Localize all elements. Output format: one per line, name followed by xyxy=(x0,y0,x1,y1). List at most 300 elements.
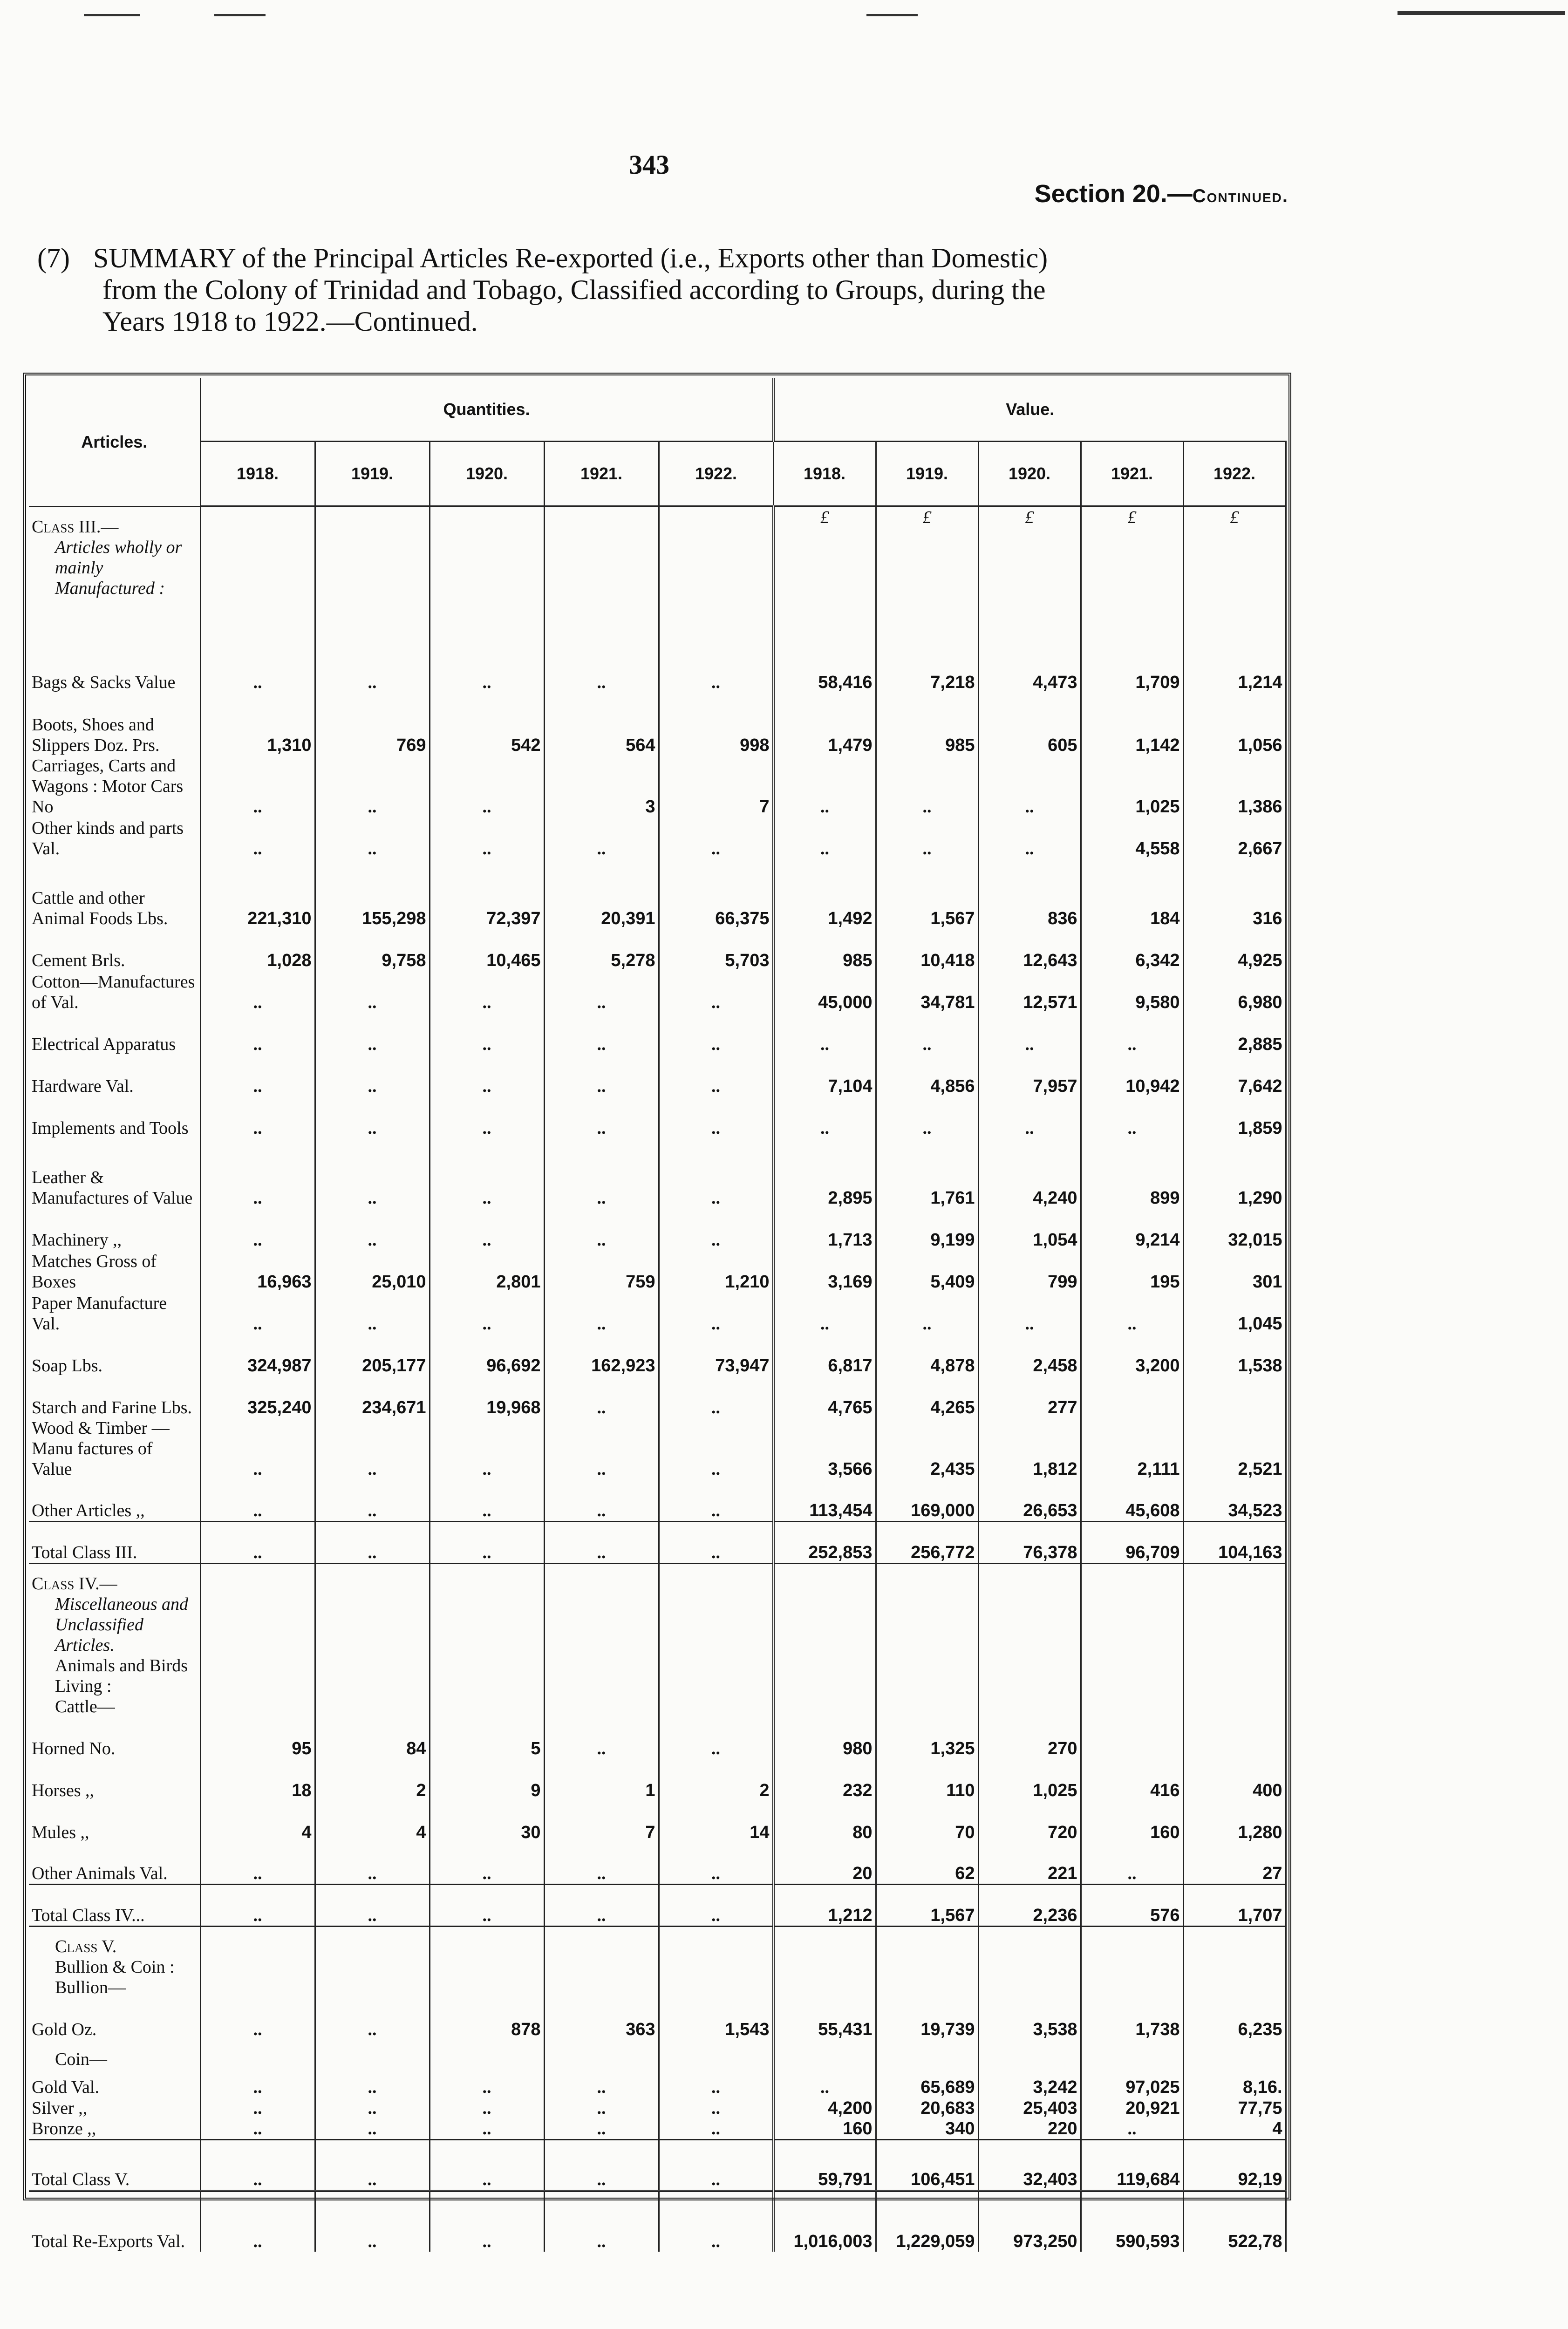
quantity-cell: .. xyxy=(200,632,315,693)
class-heading-cell xyxy=(29,1563,200,1717)
value-cell: 1,056 xyxy=(1183,693,1286,756)
table-row xyxy=(29,1096,1286,1138)
quantity-cell: .. xyxy=(200,1885,315,1927)
value-cell: 1,386 xyxy=(1183,756,1286,817)
value-cell: 106,451 xyxy=(876,2140,978,2191)
value-cell: .. xyxy=(978,817,1081,859)
value-cell: 160 xyxy=(773,2118,876,2140)
value-cell: 1,325 xyxy=(876,1717,978,1759)
quantity-cell: .. xyxy=(544,1208,659,1250)
quantity-cell: .. xyxy=(659,1376,773,1418)
quantity-cell: .. xyxy=(200,2140,315,2191)
quantity-cell: .. xyxy=(429,2070,544,2097)
quantity-cell: .. xyxy=(429,1843,544,1885)
quantity-cell: .. xyxy=(200,1208,315,1250)
row-label: Total Class III. xyxy=(29,1521,200,1563)
quantity-cell: .. xyxy=(200,1096,315,1138)
value-cell: 4,558 xyxy=(1081,817,1183,859)
quantity-cell: .. xyxy=(544,632,659,693)
quantity-cell: 363 xyxy=(544,1998,659,2040)
value-cell: 27 xyxy=(1183,1843,1286,1885)
value-cell: 3,242 xyxy=(978,2070,1081,2097)
value-cell: .. xyxy=(773,2070,876,2097)
quantity-cell: .. xyxy=(544,817,659,859)
value-cell: 1,479 xyxy=(773,693,876,756)
row-label: Total Class IV... xyxy=(29,1885,200,1927)
value-cell: 220 xyxy=(978,2118,1081,2140)
value-cell: 76,378 xyxy=(978,1521,1081,1563)
quantity-cell: .. xyxy=(200,2191,315,2252)
row-label: Carriages, Carts and Wagons : Motor Cars No xyxy=(29,756,200,817)
quantity-cell: .. xyxy=(429,2140,544,2191)
value-cell: 4,473 xyxy=(978,632,1081,693)
quantity-cell: .. xyxy=(544,1096,659,1138)
header-val-year: 1922. xyxy=(1183,441,1286,506)
blank-cell xyxy=(1081,2040,1183,2070)
header-years-row xyxy=(29,441,1286,506)
class-heading-row xyxy=(29,506,1286,632)
table-row xyxy=(29,1717,1286,1759)
value-cell: 3,200 xyxy=(1081,1334,1183,1376)
blank-cell xyxy=(876,2040,978,2070)
quantity-cell: .. xyxy=(659,1096,773,1138)
quantity-cell: .. xyxy=(544,1013,659,1055)
value-cell: .. xyxy=(773,1096,876,1138)
blank-cell xyxy=(429,2040,544,2070)
row-label: Implements and Tools xyxy=(29,1096,200,1138)
quantity-cell: .. xyxy=(200,2118,315,2140)
value-cell: 160 xyxy=(1081,1801,1183,1843)
blank-cell xyxy=(429,1563,544,1717)
quantity-cell: .. xyxy=(315,1418,429,1479)
quantity-cell: .. xyxy=(659,1292,773,1334)
blank-cell xyxy=(544,2040,659,2070)
table-row xyxy=(29,1376,1286,1418)
quantity-cell: 162,923 xyxy=(544,1334,659,1376)
table-row xyxy=(29,1843,1286,1885)
quantity-cell: .. xyxy=(544,1885,659,1927)
quantity-cell: .. xyxy=(544,1055,659,1096)
value-cell: 973,250 xyxy=(978,2191,1081,2252)
value-cell: 110 xyxy=(876,1759,978,1801)
blank-cell xyxy=(200,1563,315,1717)
quantity-cell: .. xyxy=(659,1479,773,1521)
value-cell: 1,492 xyxy=(773,859,876,929)
quantity-cell: 5,278 xyxy=(544,929,659,971)
quantity-cell: .. xyxy=(315,756,429,817)
quantity-cell: .. xyxy=(429,1292,544,1334)
quantity-cell: .. xyxy=(429,2191,544,2252)
value-cell: 1,290 xyxy=(1183,1138,1286,1208)
pound-sign: £ xyxy=(1183,506,1286,632)
value-cell: .. xyxy=(876,756,978,817)
header-val-year: 1920. xyxy=(978,441,1081,506)
quantity-cell: .. xyxy=(315,1521,429,1563)
value-cell: 4,765 xyxy=(773,1376,876,1418)
quantity-cell: .. xyxy=(315,1843,429,1885)
value-cell: 12,643 xyxy=(978,929,1081,971)
table-row xyxy=(29,2191,1286,2252)
value-cell: 119,684 xyxy=(1081,2140,1183,2191)
value-cell: 2,521 xyxy=(1183,1418,1286,1479)
row-label: Horned No. xyxy=(29,1717,200,1759)
value-cell: 2,111 xyxy=(1081,1418,1183,1479)
value-cell: 1,713 xyxy=(773,1208,876,1250)
value-cell: .. xyxy=(876,1292,978,1334)
value-cell: 34,523 xyxy=(1183,1479,1286,1521)
table-row xyxy=(29,1138,1286,1208)
value-cell: 7,104 xyxy=(773,1055,876,1096)
pound-sign: £ xyxy=(876,506,978,632)
value-cell: 1,045 xyxy=(1183,1292,1286,1334)
value-cell: 1,761 xyxy=(876,1138,978,1208)
quantity-cell: 19,968 xyxy=(429,1376,544,1418)
value-cell: 77,75 xyxy=(1183,2097,1286,2118)
value-cell: 32,403 xyxy=(978,2140,1081,2191)
quantity-cell: .. xyxy=(659,1521,773,1563)
quantity-cell: .. xyxy=(315,1998,429,2040)
quantity-cell: .. xyxy=(429,1138,544,1208)
quantity-cell: .. xyxy=(429,971,544,1013)
value-cell: 3,566 xyxy=(773,1418,876,1479)
value-cell: .. xyxy=(978,1292,1081,1334)
row-label: Silver ,, xyxy=(29,2097,200,2118)
value-cell: 221 xyxy=(978,1843,1081,1885)
quantity-cell: 9 xyxy=(429,1759,544,1801)
pound-sign: £ xyxy=(773,506,876,632)
quantity-cell: 221,310 xyxy=(200,859,315,929)
value-cell: 7,218 xyxy=(876,632,978,693)
value-cell: 2,435 xyxy=(876,1418,978,1479)
value-cell xyxy=(1081,1717,1183,1759)
blank-cell xyxy=(429,1927,544,1998)
value-cell: .. xyxy=(978,756,1081,817)
value-cell: 836 xyxy=(978,859,1081,929)
blank-cell xyxy=(315,2040,429,2070)
table-row xyxy=(29,1208,1286,1250)
quantity-cell: .. xyxy=(429,1885,544,1927)
blank-cell xyxy=(876,1927,978,1998)
quantity-cell: .. xyxy=(429,2118,544,2140)
quantity-cell: .. xyxy=(200,1055,315,1096)
class-heading-row xyxy=(29,2040,1286,2070)
quantity-cell: .. xyxy=(315,1479,429,1521)
quantity-cell: .. xyxy=(659,1013,773,1055)
quantity-cell: .. xyxy=(659,1138,773,1208)
quantity-cell: 998 xyxy=(659,693,773,756)
value-cell: 605 xyxy=(978,693,1081,756)
quantity-cell: 1 xyxy=(544,1759,659,1801)
value-cell: .. xyxy=(876,1096,978,1138)
header-value: Value. xyxy=(773,378,1286,441)
value-cell: 720 xyxy=(978,1801,1081,1843)
header-quantities: Quantities. xyxy=(200,378,773,441)
value-cell: .. xyxy=(978,1013,1081,1055)
value-cell: 3,169 xyxy=(773,1250,876,1292)
quantity-cell: .. xyxy=(315,2118,429,2140)
value-cell: 19,739 xyxy=(876,1998,978,2040)
class-heading-cell xyxy=(29,1927,200,1998)
quantity-cell: 95 xyxy=(200,1717,315,1759)
value-cell: 1,538 xyxy=(1183,1334,1286,1376)
class-heading-row xyxy=(29,1563,1286,1717)
value-cell: 20,921 xyxy=(1081,2097,1183,2118)
value-cell: 256,772 xyxy=(876,1521,978,1563)
class-v-subtitle: Bullion & Coin : xyxy=(55,1957,175,1977)
quantity-cell: .. xyxy=(429,817,544,859)
pound-sign: £ xyxy=(1081,506,1183,632)
value-cell: 7,957 xyxy=(978,1055,1081,1096)
value-cell: 270 xyxy=(978,1717,1081,1759)
blank-cell xyxy=(1081,1927,1183,1998)
table-row xyxy=(29,1013,1286,1055)
value-cell: 9,214 xyxy=(1081,1208,1183,1250)
row-label: Other Articles ,, xyxy=(29,1479,200,1521)
table-row xyxy=(29,859,1286,929)
value-cell: 799 xyxy=(978,1250,1081,1292)
quantity-cell: 1,543 xyxy=(659,1998,773,2040)
quantity-cell: 205,177 xyxy=(315,1334,429,1376)
quantity-cell: 7 xyxy=(659,756,773,817)
value-cell: 104,163 xyxy=(1183,1521,1286,1563)
quantity-cell: 325,240 xyxy=(200,1376,315,1418)
value-cell: .. xyxy=(773,817,876,859)
value-cell: 1,214 xyxy=(1183,632,1286,693)
blank-cell xyxy=(978,1563,1081,1717)
quantity-cell: .. xyxy=(659,2118,773,2140)
value-cell: 4,878 xyxy=(876,1334,978,1376)
quantity-cell: .. xyxy=(315,2191,429,2252)
value-cell: 2,895 xyxy=(773,1138,876,1208)
table-row xyxy=(29,1521,1286,1563)
quantity-cell: .. xyxy=(315,1096,429,1138)
value-cell: 4,200 xyxy=(773,2097,876,2118)
header-qty-year: 1920. xyxy=(429,441,544,506)
table-row xyxy=(29,929,1286,971)
class-iii-subtitle: Articles wholly or mainly Manufactured : xyxy=(55,537,182,598)
table-row xyxy=(29,632,1286,693)
quantity-cell: 1,210 xyxy=(659,1250,773,1292)
summary-line-1: SUMMARY of the Principal Articles Re-exported (i.e., Exports other than Domestic) xyxy=(93,243,1048,273)
quantity-cell: .. xyxy=(544,1292,659,1334)
quantity-cell: .. xyxy=(544,971,659,1013)
table-row xyxy=(29,2118,1286,2140)
table-row xyxy=(29,971,1286,1013)
quantity-cell: 5,703 xyxy=(659,929,773,971)
quantity-cell: .. xyxy=(544,1521,659,1563)
quantity-cell: .. xyxy=(200,1292,315,1334)
quantity-cell: .. xyxy=(544,2118,659,2140)
quantity-cell: .. xyxy=(200,2097,315,2118)
row-label: Bags & Sacks Value xyxy=(29,632,200,693)
value-cell: 4,265 xyxy=(876,1376,978,1418)
quantity-cell: 155,298 xyxy=(315,859,429,929)
table-row xyxy=(29,1250,1286,1292)
quantity-cell: .. xyxy=(659,1843,773,1885)
value-cell: 55,431 xyxy=(773,1998,876,2040)
value-cell: 1,567 xyxy=(876,859,978,929)
value-cell: 96,709 xyxy=(1081,1521,1183,1563)
quantity-cell: .. xyxy=(200,971,315,1013)
quantity-cell: 96,692 xyxy=(429,1334,544,1376)
value-cell: 3,538 xyxy=(978,1998,1081,2040)
row-label: Starch and Farine Lbs. xyxy=(29,1376,200,1418)
row-label: Bronze ,, xyxy=(29,2118,200,2140)
quantity-cell: .. xyxy=(544,1479,659,1521)
value-cell: .. xyxy=(1081,1292,1183,1334)
value-cell: .. xyxy=(773,1292,876,1334)
quantity-cell: 66,375 xyxy=(659,859,773,929)
quantity-cell: 2 xyxy=(659,1759,773,1801)
table-row xyxy=(29,693,1286,756)
table-row xyxy=(29,2070,1286,2097)
quantity-cell: 14 xyxy=(659,1801,773,1843)
class-heading-cell xyxy=(29,506,200,632)
header-qty-year: 1922. xyxy=(659,441,773,506)
value-cell: 1,567 xyxy=(876,1885,978,1927)
quantity-cell: .. xyxy=(200,1013,315,1055)
quantity-cell: 542 xyxy=(429,693,544,756)
value-cell: 26,653 xyxy=(978,1479,1081,1521)
quantity-cell: .. xyxy=(315,2140,429,2191)
value-cell: 58,416 xyxy=(773,632,876,693)
quantity-cell: .. xyxy=(315,2097,429,2118)
class-v-bullion: Bullion— xyxy=(55,1978,126,1997)
blank-cell xyxy=(876,1563,978,1717)
quantity-cell: 2,801 xyxy=(429,1250,544,1292)
header-qty-year: 1919. xyxy=(315,441,429,506)
value-cell: 985 xyxy=(876,693,978,756)
quantity-cell: .. xyxy=(429,1418,544,1479)
header-qty-year: 1918. xyxy=(200,441,315,506)
value-cell: 1,025 xyxy=(978,1759,1081,1801)
row-label: Other Animals Val. xyxy=(29,1843,200,1885)
value-cell: 340 xyxy=(876,2118,978,2140)
value-cell: .. xyxy=(773,756,876,817)
class-iv-cattle: Cattle— xyxy=(55,1696,115,1716)
quantity-cell: .. xyxy=(544,1138,659,1208)
value-cell: 1,707 xyxy=(1183,1885,1286,1927)
value-cell: 34,781 xyxy=(876,971,978,1013)
value-cell: .. xyxy=(876,1013,978,1055)
value-cell: 301 xyxy=(1183,1250,1286,1292)
value-cell: .. xyxy=(773,1013,876,1055)
quantity-cell: 5 xyxy=(429,1717,544,1759)
quantity-cell: .. xyxy=(200,756,315,817)
row-label: Gold Val. xyxy=(29,2070,200,2097)
quantity-cell: .. xyxy=(315,1292,429,1334)
blank-cell xyxy=(659,1927,773,1998)
quantity-cell: 2 xyxy=(315,1759,429,1801)
table-row xyxy=(29,817,1286,859)
quantity-cell: 564 xyxy=(544,693,659,756)
quantity-cell: .. xyxy=(544,2097,659,2118)
quantity-cell: 30 xyxy=(429,1801,544,1843)
value-cell: 1,709 xyxy=(1081,632,1183,693)
quantity-cell: .. xyxy=(429,1479,544,1521)
table-row xyxy=(29,1334,1286,1376)
quantity-cell: .. xyxy=(315,1013,429,1055)
table-row xyxy=(29,1479,1286,1521)
class-heading-cell xyxy=(29,2040,200,2070)
table-row xyxy=(29,2140,1286,2191)
quantity-cell: .. xyxy=(544,2140,659,2191)
quantity-cell: .. xyxy=(200,1479,315,1521)
value-cell: 10,942 xyxy=(1081,1055,1183,1096)
blank-cell xyxy=(315,506,429,632)
quantity-cell: 73,947 xyxy=(659,1334,773,1376)
table-row xyxy=(29,1998,1286,2040)
quantity-cell: .. xyxy=(429,1055,544,1096)
table-row xyxy=(29,1055,1286,1096)
summary-table xyxy=(29,378,1287,2252)
quantity-cell: 4 xyxy=(315,1801,429,1843)
quantity-cell: .. xyxy=(429,2097,544,2118)
value-cell: 4,856 xyxy=(876,1055,978,1096)
value-cell: 6,980 xyxy=(1183,971,1286,1013)
table-row xyxy=(29,756,1286,817)
quantity-cell: 1,028 xyxy=(200,929,315,971)
value-cell: 1,142 xyxy=(1081,693,1183,756)
quantity-cell: 10,465 xyxy=(429,929,544,971)
quantity-cell: .. xyxy=(315,1208,429,1250)
value-cell: 277 xyxy=(978,1376,1081,1418)
row-label: Matches Gross of Boxes xyxy=(29,1250,200,1292)
quantity-cell: .. xyxy=(315,1885,429,1927)
quantity-cell: .. xyxy=(659,971,773,1013)
quantity-cell: 4 xyxy=(200,1801,315,1843)
value-cell: 1,738 xyxy=(1081,1998,1183,2040)
quantity-cell: .. xyxy=(659,1885,773,1927)
header-val-year: 1921. xyxy=(1081,441,1183,506)
value-cell: 70 xyxy=(876,1801,978,1843)
quantity-cell: .. xyxy=(544,2070,659,2097)
quantity-cell: .. xyxy=(544,1376,659,1418)
value-cell: 1,859 xyxy=(1183,1096,1286,1138)
quantity-cell: .. xyxy=(544,2191,659,2252)
value-cell: 1,812 xyxy=(978,1418,1081,1479)
table-row xyxy=(29,2097,1286,2118)
blank-cell xyxy=(429,506,544,632)
value-cell: 4,925 xyxy=(1183,929,1286,971)
value-cell: 65,689 xyxy=(876,2070,978,2097)
value-cell: .. xyxy=(1081,1843,1183,1885)
blank-cell xyxy=(1183,1927,1286,1998)
value-cell: 8,16. xyxy=(1183,2070,1286,2097)
quantity-cell: .. xyxy=(659,2097,773,2118)
quantity-cell: .. xyxy=(200,1521,315,1563)
table-row xyxy=(29,1885,1286,1927)
blank-cell xyxy=(200,2040,315,2070)
row-label: Hardware Val. xyxy=(29,1055,200,1096)
quantity-cell: 1,310 xyxy=(200,693,315,756)
table-row xyxy=(29,1292,1286,1334)
quantity-cell: .. xyxy=(429,632,544,693)
quantity-cell: .. xyxy=(429,756,544,817)
header-val-year: 1919. xyxy=(876,441,978,506)
quantity-cell: 7 xyxy=(544,1801,659,1843)
quantity-cell: .. xyxy=(315,1055,429,1096)
quantity-cell: .. xyxy=(659,1208,773,1250)
row-label: Total Class V. xyxy=(29,2140,200,2191)
value-cell: 59,791 xyxy=(773,2140,876,2191)
value-cell: 416 xyxy=(1081,1759,1183,1801)
blank-cell xyxy=(659,2040,773,2070)
quantity-cell: 769 xyxy=(315,693,429,756)
row-label: Total Re-Exports Val. xyxy=(29,2191,200,2252)
value-cell: 2,885 xyxy=(1183,1013,1286,1055)
value-cell: 10,418 xyxy=(876,929,978,971)
